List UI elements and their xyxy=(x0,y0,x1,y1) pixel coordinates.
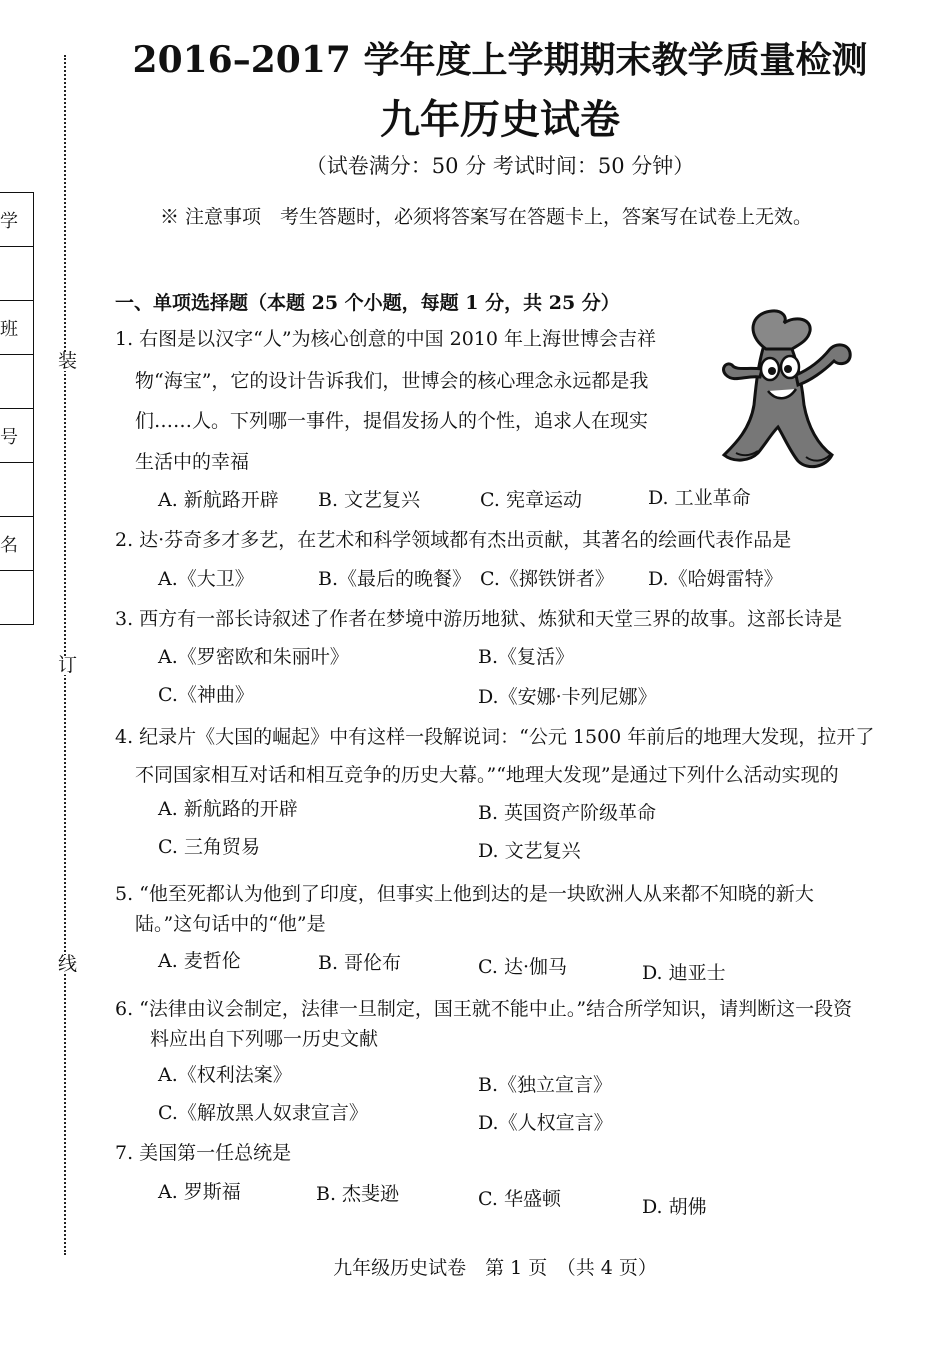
question-6-line-1: 6. “法律由议会制定，法律一旦制定，国王就不能中止。”结合所学知识，请判断这一段资 xyxy=(115,998,853,1020)
question-7-option-d[interactable]: D. 胡佛 xyxy=(642,1196,707,1218)
question-1-line-3: 们……人。下列哪一事件，提倡发扬人的个性，追求人在现实 xyxy=(135,410,649,432)
question-4-option-b[interactable]: B. 英国资产阶级革命 xyxy=(478,802,657,824)
info-label: 名 xyxy=(0,517,34,571)
question-6-option-c[interactable]: C.《解放黑人奴隶宣言》 xyxy=(158,1102,368,1124)
question-1-line-1: 1. 右图是以汉字“人”为核心创意的中国 2010 年上海世博会吉祥 xyxy=(115,328,657,350)
question-6-option-b[interactable]: B.《独立宣言》 xyxy=(478,1074,613,1096)
question-4-line-2: 不同国家相互对话和相互竞争的历史大幕。”“地理大发现”是通过下列什么活动实现的 xyxy=(135,764,839,786)
question-3-option-c[interactable]: C.《神曲》 xyxy=(158,684,254,706)
question-7-option-c[interactable]: C. 华盛顿 xyxy=(478,1188,561,1210)
haibao-mascot-image xyxy=(706,305,866,480)
question-5-option-a[interactable]: A. 麦哲伦 xyxy=(158,950,241,972)
info-blank[interactable] xyxy=(0,355,34,409)
question-3-option-a[interactable]: A.《罗密欧和朱丽叶》 xyxy=(158,646,349,668)
question-1-option-c[interactable]: C. 宪章运动 xyxy=(480,489,582,511)
question-3-line-1: 3. 西方有一部长诗叙述了作者在梦境中游历地狱、炼狱和天堂三界的故事。这部长诗是 xyxy=(115,608,843,630)
question-4-line-1: 4. 纪录片《大国的崛起》中有这样一段解说词：“公元 1500 年前后的地理大发现，拉开了 xyxy=(115,726,875,748)
question-7-option-b[interactable]: B. 杰斐逊 xyxy=(316,1183,400,1205)
info-label: 号 xyxy=(0,409,34,463)
binding-char-ding: 订 xyxy=(58,654,78,676)
question-2-option-c[interactable]: C.《掷铁饼者》 xyxy=(480,568,614,590)
question-4-option-a[interactable]: A. 新航路的开辟 xyxy=(158,798,298,820)
question-5-option-d[interactable]: D. 迪亚士 xyxy=(642,962,726,984)
question-6-option-d[interactable]: D.《人权宣言》 xyxy=(478,1112,613,1134)
question-5-option-b[interactable]: B. 哥伦布 xyxy=(318,952,402,974)
question-6-option-a[interactable]: A.《权利法案》 xyxy=(158,1064,292,1086)
exam-subject-title: 九年历史试卷 xyxy=(380,96,620,143)
question-3-option-d[interactable]: D.《安娜·卡列尼娜》 xyxy=(478,686,657,708)
question-1-line-4: 生活中的幸福 xyxy=(135,451,250,473)
question-2-option-d[interactable]: D.《哈姆雷特》 xyxy=(648,568,783,590)
question-5-line-1: 5. “他至死都认为他到了印度，但事实上他到达的是一块欧洲人从来都不知晓的新大 xyxy=(115,883,814,905)
info-label: 学 xyxy=(0,193,34,247)
question-2-option-b[interactable]: B.《最后的晚餐》 xyxy=(318,568,472,590)
question-3-option-b[interactable]: B.《复活》 xyxy=(478,646,575,668)
exam-score-time: （试卷满分：50 分 考试时间：50 分钟） xyxy=(305,154,695,178)
question-1-option-a[interactable]: A. 新航路开辟 xyxy=(158,489,279,511)
binding-char-xian: 线 xyxy=(58,953,78,975)
exam-notice: ※ 注意事项 考生答题时，必须将答案写在答题卡上，答案写在试卷上无效。 xyxy=(160,206,813,228)
question-1-line-2: 物“海宝”，它的设计告诉我们，世博会的核心理念永远都是我 xyxy=(135,370,649,392)
question-4-option-d[interactable]: D. 文艺复兴 xyxy=(478,840,581,862)
question-2-line-1: 2. 达·芬奇多才多艺，在艺术和科学领域都有杰出贡献，其著名的绘画代表作品是 xyxy=(115,529,792,551)
info-blank[interactable] xyxy=(0,247,34,301)
question-1-option-d[interactable]: D. 工业革命 xyxy=(648,487,751,509)
exam-title: 2016–2017 学年度上学期期末教学质量检测 xyxy=(132,39,868,81)
binding-char-zhuang: 装 xyxy=(58,350,78,372)
question-7-option-a[interactable]: A. 罗斯福 xyxy=(158,1181,241,1203)
question-2-option-a[interactable]: A.《大卫》 xyxy=(158,568,254,590)
question-7-line-1: 7. 美国第一任总统是 xyxy=(115,1142,292,1164)
question-5-option-c[interactable]: C. 达·伽马 xyxy=(478,956,567,978)
info-label: 班 xyxy=(0,301,34,355)
question-5-line-2: 陆。”这句话中的“他”是 xyxy=(135,913,326,935)
question-6-line-2: 料应出自下列哪一历史文献 xyxy=(150,1028,379,1050)
student-info-table xyxy=(0,192,34,625)
question-1-option-b[interactable]: B. 文艺复兴 xyxy=(318,489,421,511)
question-4-option-c[interactable]: C. 三角贸易 xyxy=(158,836,260,858)
info-blank[interactable] xyxy=(0,571,34,625)
info-blank[interactable] xyxy=(0,463,34,517)
section-title: 一、单项选择题（本题 25 个小题，每题 1 分，共 25 分） xyxy=(115,292,620,314)
page-footer: 九年级历史试卷 第 1 页 （共 4 页） xyxy=(333,1257,657,1279)
